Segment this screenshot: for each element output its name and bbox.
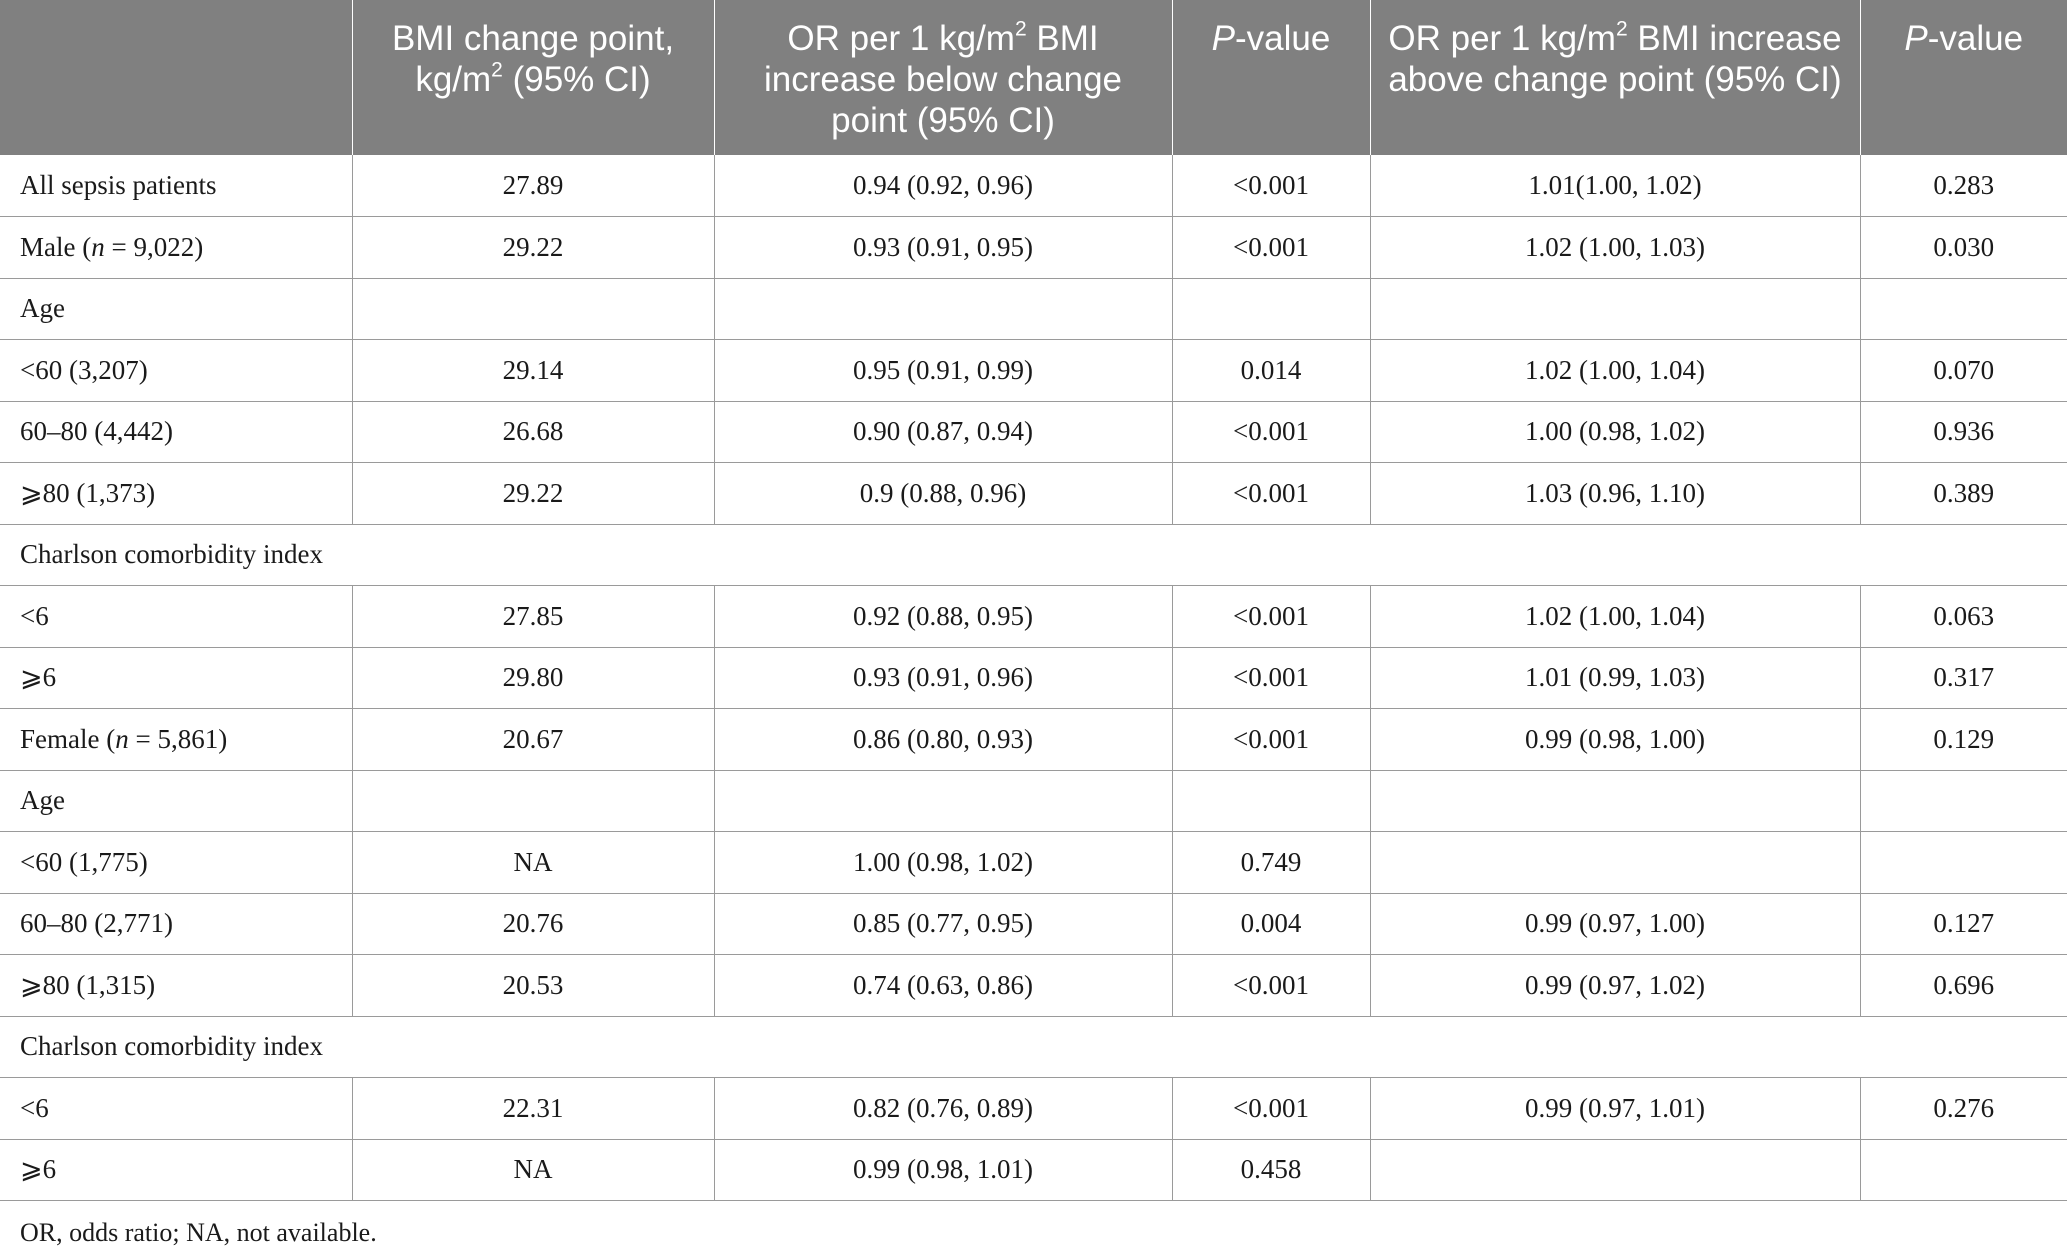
or-below-cell: 0.9 (0.88, 0.96) [714, 463, 1172, 525]
row-label: <60 (3,207) [0, 340, 352, 402]
header-p-value-below: P-value [1172, 0, 1370, 155]
row-label: <60 (1,775) [0, 832, 352, 894]
bmi-change-point-cell: 29.22 [352, 217, 714, 279]
p-value-above-cell [1860, 832, 2067, 894]
or-below-cell: 1.00 (0.98, 1.02) [714, 832, 1172, 894]
bmi-change-point-cell: 26.68 [352, 401, 714, 463]
or-below-cell: 0.99 (0.98, 1.01) [714, 1139, 1172, 1201]
table-row [0, 647, 2067, 709]
or-above-cell [1370, 770, 1860, 832]
table-row [0, 893, 2067, 955]
p-value-below-cell: 0.004 [1172, 893, 1370, 955]
or-above-cell: 1.00 (0.98, 1.02) [1370, 401, 1860, 463]
or-below-cell: 0.93 (0.91, 0.95) [714, 217, 1172, 279]
or-below-cell: 0.85 (0.77, 0.95) [714, 893, 1172, 955]
or-above-cell: 0.99 (0.98, 1.00) [1370, 709, 1860, 771]
header-p-value-above: P-value [1860, 0, 2067, 155]
table-row [0, 586, 2067, 648]
bmi-change-point-cell: 27.89 [352, 155, 714, 217]
bmi-change-point-cell: 29.80 [352, 647, 714, 709]
p-value-below-cell: <0.001 [1172, 955, 1370, 1017]
bmi-change-point-cell: 22.31 [352, 1078, 714, 1140]
row-label: <6 [0, 1078, 352, 1140]
or-below-cell: 0.94 (0.92, 0.96) [714, 155, 1172, 217]
header-row [0, 0, 2067, 155]
p-value-below-cell: 0.749 [1172, 832, 1370, 894]
header-or-above: OR per 1 $kg/m^2$ BMI increase above change point (95% CI) [1370, 0, 1860, 155]
bmi-change-point-cell: 20.53 [352, 955, 714, 1017]
p-value-below-cell: <0.001 [1172, 401, 1370, 463]
table-row [0, 770, 2067, 832]
p-value-above-cell: 0.389 [1860, 463, 2067, 525]
or-above-cell: 1.01 (0.99, 1.03) [1370, 647, 1860, 709]
p-value-above-cell: 0.127 [1860, 893, 2067, 955]
table-row [0, 524, 2067, 586]
row-label: All sepsis patients [0, 155, 352, 217]
or-above-cell: 0.99 (0.97, 1.01) [1370, 1078, 1860, 1140]
p-value-below-cell: <0.001 [1172, 217, 1370, 279]
p-value-below-cell: <0.001 [1172, 1078, 1370, 1140]
table-row [0, 463, 2067, 525]
or-below-cell [714, 770, 1172, 832]
or-below-cell: 0.86 (0.80, 0.93) [714, 709, 1172, 771]
row-label: Age [0, 770, 352, 832]
p-value-below-cell: <0.001 [1172, 709, 1370, 771]
row-label: ⩾80 (1,373) [0, 463, 352, 525]
bmi-change-point-cell: NA [352, 1139, 714, 1201]
or-below-cell: 0.93 (0.91, 0.96) [714, 647, 1172, 709]
row-label: Charlson comorbidity index [0, 524, 2067, 586]
or-below-cell [714, 278, 1172, 340]
or-below-cell: 0.74 (0.63, 0.86) [714, 955, 1172, 1017]
or-above-cell [1370, 278, 1860, 340]
p-value-above-cell: 0.936 [1860, 401, 2067, 463]
row-label: 60–80 (4,442) [0, 401, 352, 463]
bmi-change-point-cell: 20.67 [352, 709, 714, 771]
p-value-above-cell: 0.030 [1860, 217, 2067, 279]
or-below-cell: 0.90 (0.87, 0.94) [714, 401, 1172, 463]
p-value-above-cell [1860, 1139, 2067, 1201]
p-value-above-cell: 0.063 [1860, 586, 2067, 648]
or-above-cell: 1.02 (1.00, 1.03) [1370, 217, 1860, 279]
table-row [0, 340, 2067, 402]
table-row [0, 278, 2067, 340]
p-value-below-cell: 0.458 [1172, 1139, 1370, 1201]
p-value-above-cell: 0.129 [1860, 709, 2067, 771]
p-value-below-cell [1172, 770, 1370, 832]
p-value-below-cell: <0.001 [1172, 155, 1370, 217]
or-above-cell: 0.99 (0.97, 1.02) [1370, 955, 1860, 1017]
p-value-below-cell: 0.014 [1172, 340, 1370, 402]
table-body [0, 155, 2067, 1201]
p-value-above-cell [1860, 770, 2067, 832]
or-above-cell: 1.01(1.00, 1.02) [1370, 155, 1860, 217]
table-row [0, 1016, 2067, 1078]
or-above-cell: 1.02 (1.00, 1.04) [1370, 586, 1860, 648]
p-value-below-cell: <0.001 [1172, 647, 1370, 709]
or-above-cell: 1.02 (1.00, 1.04) [1370, 340, 1860, 402]
or-below-cell: 0.92 (0.88, 0.95) [714, 586, 1172, 648]
row-label: ⩾6 [0, 647, 352, 709]
p-value-above-cell: 0.070 [1860, 340, 2067, 402]
row-label: Female (n = 5,861) [0, 709, 352, 771]
or-below-cell: 0.82 (0.76, 0.89) [714, 1078, 1172, 1140]
p-value-above-cell: 0.283 [1860, 155, 2067, 217]
or-above-cell [1370, 832, 1860, 894]
table-row [0, 217, 2067, 279]
bmi-change-point-cell: 27.85 [352, 586, 714, 648]
row-label: Male (n = 9,022) [0, 217, 352, 279]
p-value-below-cell: <0.001 [1172, 586, 1370, 648]
p-value-above-cell: 0.317 [1860, 647, 2067, 709]
bmi-change-point-cell [352, 278, 714, 340]
p-value-below-cell [1172, 278, 1370, 340]
row-label: 60–80 (2,771) [0, 893, 352, 955]
table-row [0, 1139, 2067, 1201]
p-value-above-cell: 0.696 [1860, 955, 2067, 1017]
p-value-above-cell: 0.276 [1860, 1078, 2067, 1140]
p-value-below-cell: <0.001 [1172, 463, 1370, 525]
or-above-cell: 0.99 (0.97, 1.00) [1370, 893, 1860, 955]
bmi-change-point-cell: 20.76 [352, 893, 714, 955]
bmi-change-point-cell: NA [352, 832, 714, 894]
or-above-cell: 1.03 (0.96, 1.10) [1370, 463, 1860, 525]
header-bmi-change-point: BMI change point, $kg/m^2$ (95% CI) [352, 0, 714, 155]
header-empty [0, 0, 352, 155]
table-row [0, 155, 2067, 217]
bmi-change-point-cell [352, 770, 714, 832]
table-row [0, 709, 2067, 771]
bmi-change-point-cell: 29.22 [352, 463, 714, 525]
table-row [0, 1078, 2067, 1140]
row-label: ⩾6 [0, 1139, 352, 1201]
or-below-cell: 0.95 (0.91, 0.99) [714, 340, 1172, 402]
bmi-change-point-cell: 29.14 [352, 340, 714, 402]
row-label: ⩾80 (1,315) [0, 955, 352, 1017]
row-label: Age [0, 278, 352, 340]
header-or-below: OR per 1 $kg/m^2$ BMI increase below change point (95% CI) [714, 0, 1172, 155]
table-footnote: OR, odds ratio; NA, not available. [20, 1218, 377, 1247]
row-label: <6 [0, 586, 352, 648]
table-row [0, 832, 2067, 894]
table-row [0, 955, 2067, 1017]
row-label: Charlson comorbidity index [0, 1016, 2067, 1078]
table-row [0, 401, 2067, 463]
or-above-cell [1370, 1139, 1860, 1201]
p-value-above-cell [1860, 278, 2067, 340]
